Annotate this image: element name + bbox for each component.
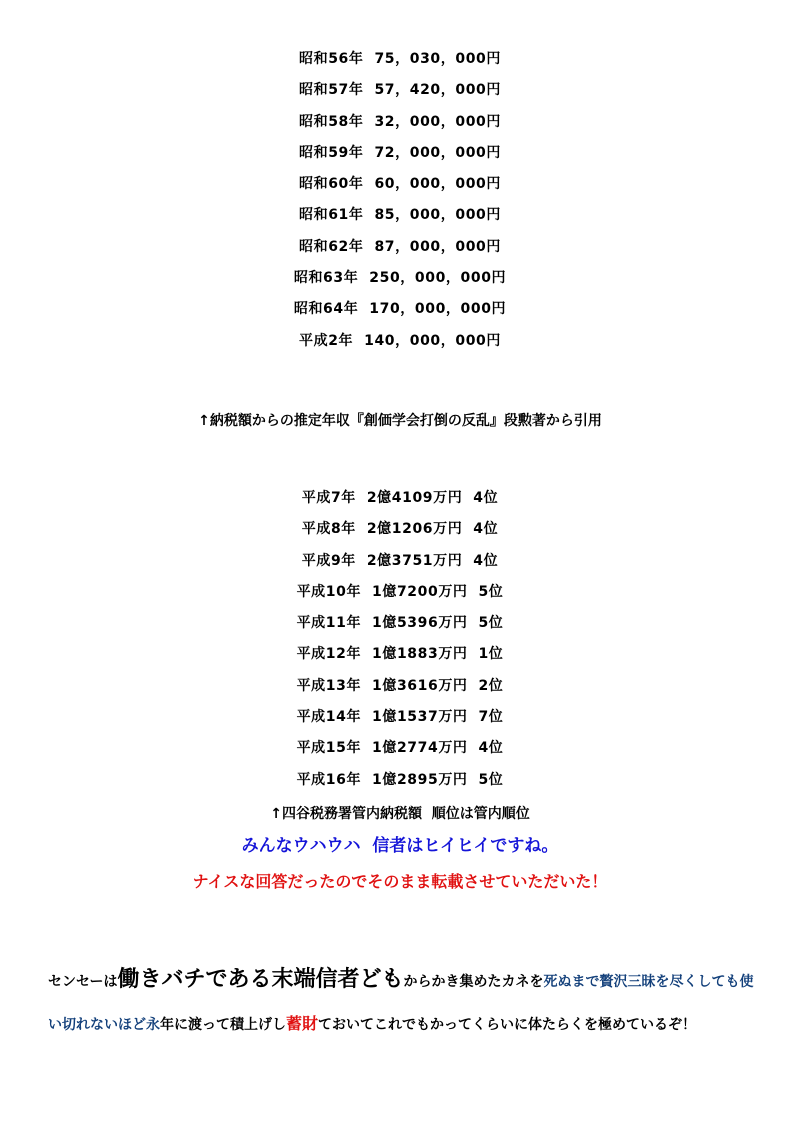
income-row: 昭和56年 75，030，000円 [299,51,501,67]
paragraph-text: ておいてこれでもかってくらいに体たらくを極めているぞ！ [318,1017,697,1033]
commentary-paragraph [48,959,758,1046]
income-row: 昭和64年 170，000，000円 [293,301,507,318]
tax-row: 平成15年 1億2774万円 4位 [296,740,504,757]
income-row: 昭和59年 72，000，000円 [299,144,501,161]
blue-comment: みんなウハウハ 信者はヒイヒイですね。 [241,836,559,856]
income-row: 昭和62年 87，000，000円 [299,238,501,255]
paragraph-text: からかき集めたカネを [403,974,544,990]
income-row: 昭和61年 85，000，000円 [299,207,501,224]
tax-row: 平成8年 2億1206万円 4位 [301,521,499,538]
tax-office-note: ↑四谷税務署管内納税額 順位は管内順位 [270,806,530,822]
paragraph-red-highlight: 蓄財 [286,1014,319,1033]
tax-row: 平成16年 1億2895万円 5位 [296,771,504,788]
income-row: 昭和58年 32，000，000円 [299,113,501,130]
tax-row: 平成10年 1億7200万円 5位 [296,583,504,600]
paragraph-highlight: 死ぬまで贅沢三昧を尽くしても使い切れないほど永 [48,974,754,1033]
paragraph-text: 年に渡って積上げし [160,1017,286,1033]
tax-row: 平成7年 2億4109万円 4位 [301,490,499,506]
heisei-tax-list [0,483,800,796]
income-row: 平成2年 140，000，000円 [299,332,501,349]
income-row: 昭和63年 250，000，000円 [293,270,507,287]
income-row: 昭和57年 57，420，000円 [299,82,501,99]
tax-row: 平成9年 2億3751万円 4位 [301,552,499,569]
source-note: ↑納税額からの推定年収『創価学会打倒の反乱』段勲著から引用 [198,413,602,429]
red-comment: ナイスな回答だったのでそのまま転載させていただいた！ [192,872,608,891]
paragraph-text: センセーは [48,974,118,990]
paragraph-emphasis: 働きバチである末端信者ども [117,967,404,992]
income-row: 昭和60年 60，000，000円 [299,176,501,193]
tax-row: 平成13年 1億3616万円 2位 [296,677,504,694]
tax-row: 平成12年 1億1883万円 1位 [296,646,504,663]
tax-row: 平成14年 1億1537万円 7位 [296,709,504,726]
tax-row: 平成11年 1億5396万円 5位 [296,615,504,632]
showa-income-list [0,44,800,357]
